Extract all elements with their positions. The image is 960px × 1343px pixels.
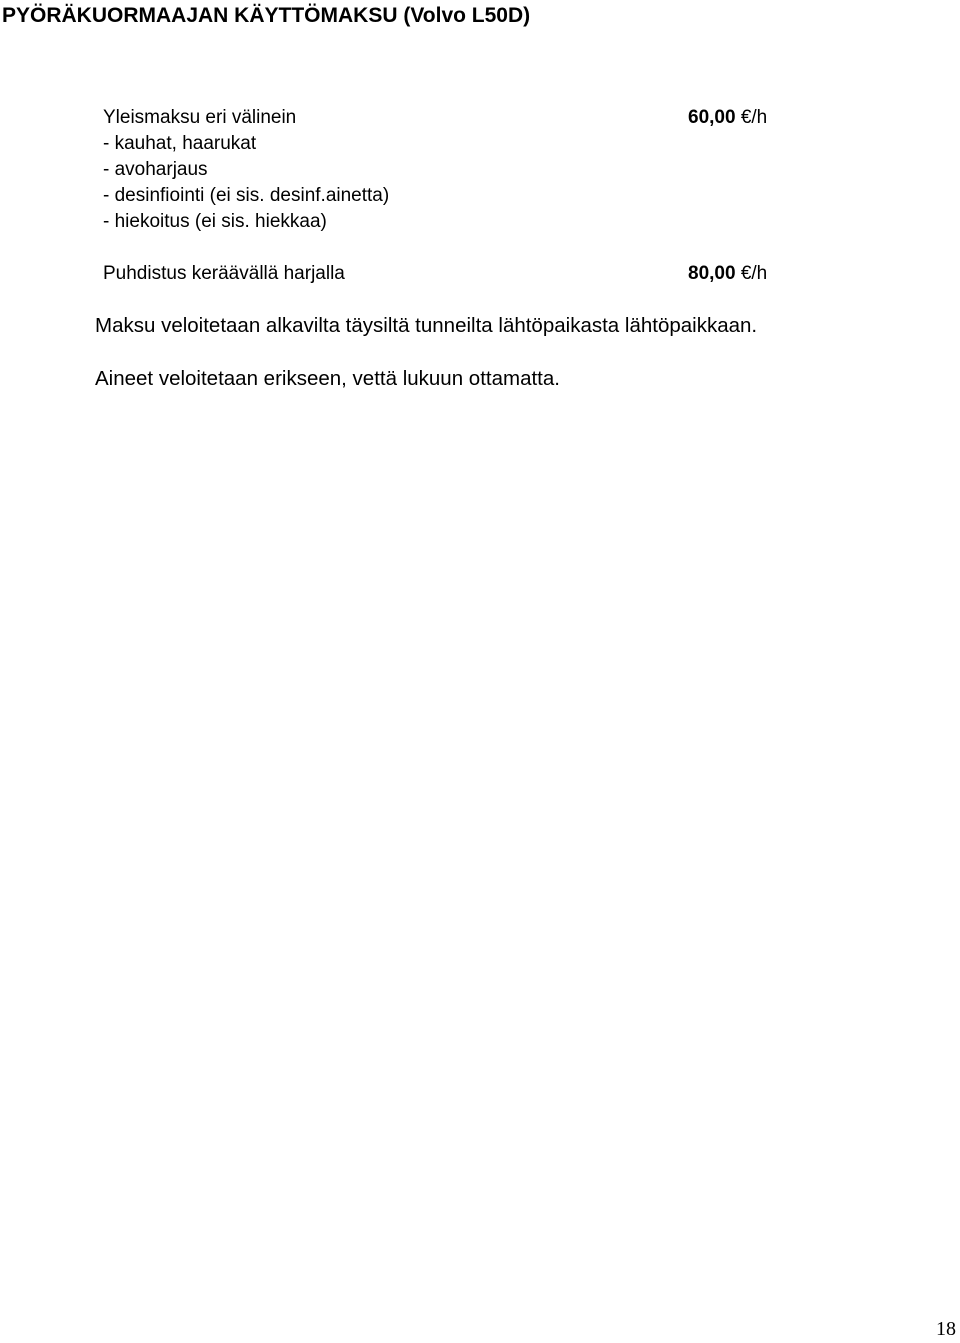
billing-note: Maksu veloitetaan alkavilta täysiltä tunneilta lähtöpaikasta lähtöpaikkaan.	[95, 314, 758, 337]
document-title: PYÖRÄKUORMAAJAN KÄYTTÖMAKSU (Volvo L50D)	[2, 4, 531, 27]
materials-note: Aineet veloitetaan erikseen, vettä lukuun ottamatta.	[95, 367, 560, 390]
service-item: - hiekoitus (ei sis. hiekkaa)	[103, 211, 327, 232]
page-number: 18	[936, 1318, 956, 1340]
price-amount: 60,00	[688, 107, 736, 128]
price-unit: €/h	[740, 107, 768, 128]
price-amount: 80,00	[688, 263, 736, 284]
service-price	[688, 261, 767, 287]
service-price	[688, 105, 767, 131]
service-item: - kauhat, haarukat	[103, 133, 257, 154]
service-name: Yleismaksu eri välinein	[103, 107, 297, 128]
price-unit: €/h	[740, 263, 768, 284]
service-item: - desinfiointi (ei sis. desinf.ainetta)	[103, 185, 390, 206]
service-item: - avoharjaus	[103, 159, 208, 180]
service-name: Puhdistus keräävällä harjalla	[103, 263, 345, 284]
